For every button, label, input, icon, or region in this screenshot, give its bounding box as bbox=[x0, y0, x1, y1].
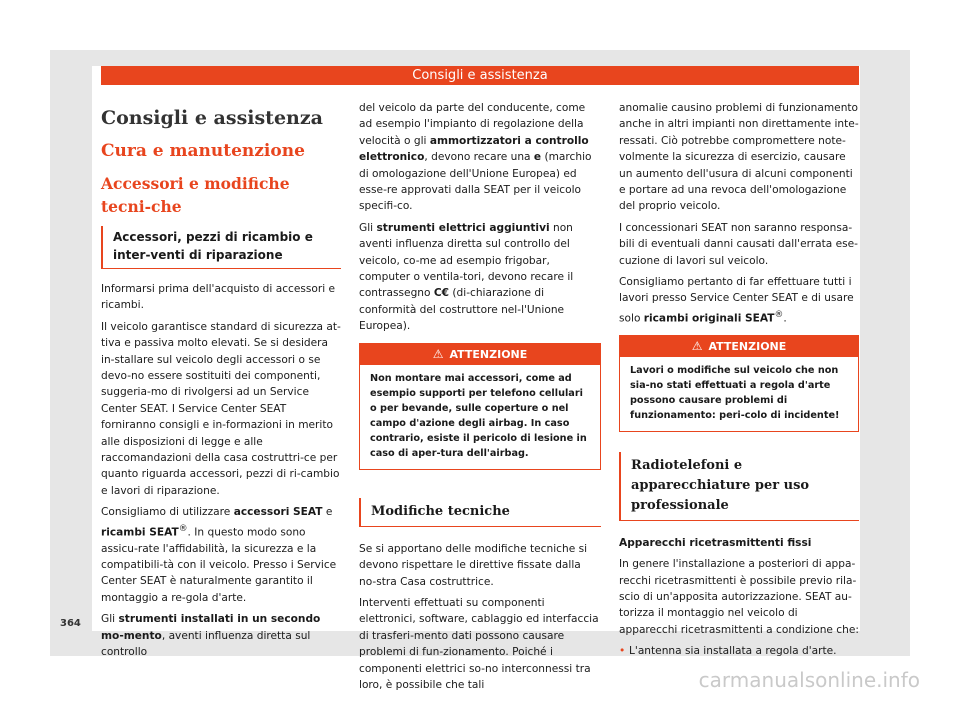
paragraph: I concessionari SEAT non saranno responsa-bili di eventuali danni causati dall'errata ese-cuzione di lavori sul veicolo. bbox=[619, 221, 858, 267]
page-number: 364 bbox=[60, 618, 81, 629]
text: Gli bbox=[101, 613, 119, 626]
bold-text: ricambi originali SEAT bbox=[643, 312, 775, 325]
text: (marchio di omologazione dell'Unione Europea) ed esse-re approvati dalla SEAT per il veicolo specifi-co. bbox=[359, 151, 592, 213]
column-2 bbox=[359, 100, 601, 698]
bold-text: strumenti installati in un secondo mo-mento bbox=[101, 613, 321, 642]
paragraph: Informarsi prima dell'acquisto di accessori e ricambi. bbox=[101, 283, 336, 312]
warning-header bbox=[620, 336, 858, 357]
text: Consigliamo di utilizzare bbox=[101, 506, 234, 519]
chapter-title: Consigli e assistenza bbox=[101, 107, 323, 129]
warning-triangle-icon: ⚠ bbox=[691, 338, 703, 353]
section-title: Modifiche tecniche bbox=[359, 498, 601, 527]
warning-triangle-icon: ⚠ bbox=[432, 346, 444, 361]
warning-title: ATTENZIONE bbox=[708, 339, 787, 353]
topic-heading: Accessori, pezzi di ricambio e inter-venti di riparazione bbox=[101, 226, 341, 269]
paragraph bbox=[619, 274, 859, 327]
bold-text: ricambi SEAT bbox=[101, 526, 179, 539]
watermark: carmanualsonline.info bbox=[698, 668, 920, 692]
paragraph bbox=[359, 220, 601, 335]
paragraph bbox=[101, 504, 341, 606]
bold-text: ammortizzatori a controllo elettronico bbox=[359, 134, 589, 164]
list-item-text: L'antenna sia installata a regola d'arte. bbox=[629, 645, 837, 658]
bold-text: accessori SEAT bbox=[233, 506, 323, 519]
text: Consigliamo pertanto di far effettuare tutti i lavori presso Service Center SEAT e di usare solo bbox=[619, 276, 854, 325]
section-title: Radiotelefoni e apparecchiature per uso professionale bbox=[619, 452, 859, 521]
page-header: Consigli e assistenza bbox=[101, 66, 859, 85]
text: , devono recare una bbox=[424, 151, 534, 164]
paragraph bbox=[359, 100, 601, 215]
list-item bbox=[619, 643, 859, 659]
subsection-heading: Accessori e modifiche tecni-che bbox=[101, 174, 290, 216]
column-1 bbox=[101, 100, 341, 665]
warning-box bbox=[619, 335, 859, 432]
text: . In questo modo sono assicu-rate l'affidabilità, la sicurezza e la compatibili-tà con il veicolo. Presso i Service Center SEAT è naturalmente garantito il montaggio a re-gola d'arte. bbox=[101, 526, 337, 604]
warning-text: Lavori o modifiche sul veicolo che non sia-no stati effettuati a regola d'arte possono causare problemi di funzionamento: peri-colo di incidente! bbox=[630, 364, 840, 421]
paragraph: Se si apportano delle modifiche tecniche si devono rispettare le direttive fissate dalla no-stra Casa costruttrice. bbox=[359, 542, 588, 588]
text: , aventi influenza diretta sul controllo bbox=[101, 629, 311, 659]
paragraph: anomalie causino problemi di funzionamento anche in altri impianti non direttamente inte-ressati. Ciò potrebbe compromettere note-volmente la sicurezza di esercizio, causare un aumento dell'usura di alcuni componenti e portare ad una revoca dell'omologazione del proprio veicolo. bbox=[619, 102, 859, 213]
paragraph bbox=[101, 611, 341, 660]
text: (di-chiarazione di conformità del costruttore nel-l'Unione Europea). bbox=[359, 287, 565, 333]
text: non aventi influenza diretta sul controllo del veicolo, co-me ad esempio frigobar, computer o ventila-tori, devono recare il contrassegno bbox=[359, 221, 574, 300]
warning-title: ATTENZIONE bbox=[449, 347, 528, 361]
text: Gli bbox=[359, 221, 377, 234]
warning-text: Non montare mai accessori, come ad esempio supporti per telefono cellulari o per bevande, sulle coperture o nel campo d'azione degli airbag. In caso contrario, esiste il pericolo di lesione in caso di aper-tura dell'airbag. bbox=[370, 372, 587, 459]
column-3 bbox=[619, 100, 859, 665]
registered-mark: ® bbox=[178, 523, 188, 534]
registered-mark: ® bbox=[774, 309, 784, 320]
paragraph: Il veicolo garantisce standard di sicurezza at-tiva e passiva molto elevati. Se si desidera in-stallare sul veicolo degli accessori o se devo-no essere sostituiti dei componenti, suggeria-mo di rivolgersi ad un Service Center SEAT. I Service Center SEAT forniranno consigli e in-formazioni in merito alle disposizioni di legge e alle raccomandazioni della casa costruttri-ce per quanto riguarda accessori, pezzi di ri-cambio e lavori di riparazione. bbox=[101, 320, 341, 497]
e-mark: e bbox=[533, 151, 542, 164]
warning-header bbox=[360, 344, 600, 365]
text: e bbox=[322, 506, 333, 519]
subheading: Apparecchi ricetrasmittenti fissi bbox=[619, 536, 812, 549]
text: . bbox=[783, 312, 787, 325]
ce-mark: C€ bbox=[433, 287, 450, 300]
text: del veicolo da parte del conducente, come ad esempio l'impianto di regolazione della velocità o gli bbox=[359, 102, 586, 147]
bold-text: strumenti elettrici aggiuntivi bbox=[376, 221, 550, 234]
paragraph: Interventi effettuati su componenti elettronici, software, cablaggio ed interfaccia di trasferi-mento dati possono causare problemi di fun-zionamento. Poiché i componenti elettrici so-no interconnessi tra loro, è possibile che tali bbox=[359, 596, 599, 691]
section-heading: Cura e manutenzione bbox=[101, 141, 305, 161]
warning-box bbox=[359, 343, 601, 470]
paragraph: In genere l'installazione a posteriori di appa-recchi ricetrasmittenti è possibile previo rila-scio di un'apposita autorizzazione. SEAT au-torizza il montaggio nel veicolo di apparecchi ricetrasmittenti a condizione che: bbox=[619, 558, 859, 636]
bullet-icon: • bbox=[619, 645, 626, 658]
